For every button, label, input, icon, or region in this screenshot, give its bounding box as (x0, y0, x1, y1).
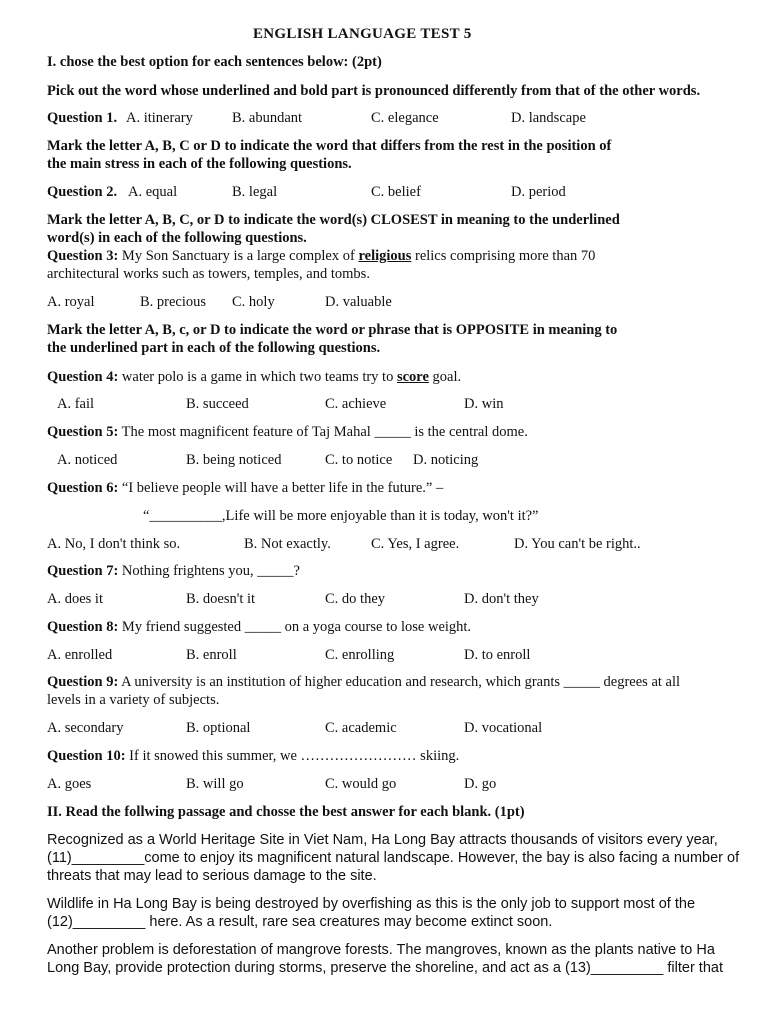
q3-option-c[interactable]: C. holy (232, 294, 275, 310)
question-3-line-2: architectural works such as towers, temples, and tombs. (47, 266, 370, 282)
q8-option-d[interactable]: D. to enroll (464, 647, 531, 663)
question-4 (47, 369, 461, 386)
q1-option-d[interactable]: D. landscape (511, 110, 586, 126)
part1-heading: I. chose the best option for each sentences below: (2pt) (47, 54, 382, 70)
question-5 (47, 424, 528, 441)
q6-option-d[interactable]: D. You can't be right.. (514, 536, 641, 552)
question-1 (47, 110, 117, 127)
question-text: My friend suggested _____ on a yoga course to lose weight. (118, 619, 472, 635)
question-label: Question 6: (47, 480, 119, 496)
underlined-word: score (396, 369, 429, 385)
passage-p3-line-1: Another problem is deforestation of mangrove forests. The mangroves, known as the plants native to Ha (47, 942, 715, 958)
q4-option-a[interactable]: A. fail (57, 396, 95, 412)
passage-p2-line-1: Wildlife in Ha Long Bay is being destroyed by overfishing as this is the only job to support most of the (47, 896, 696, 912)
q7-option-a[interactable]: A. does it (47, 591, 103, 607)
opposite-instruction-line-2: the underlined part in each of the following questions. (47, 340, 381, 356)
question-9 (47, 674, 680, 691)
q9-option-c[interactable]: C. academic (325, 720, 397, 736)
question-6-line-2: “__________,Life will be more enjoyable than it is today, won't it?” (143, 508, 539, 524)
q2-option-a[interactable]: A. equal (128, 184, 178, 200)
q7-option-d[interactable]: D. don't they (464, 591, 539, 607)
q6-option-b[interactable]: B. Not exactly. (244, 536, 331, 552)
q1-option-c[interactable]: C. elegance (371, 110, 439, 126)
question-9-line-2: levels in a variety of subjects. (47, 692, 220, 708)
question-text: The most magnificent feature of Taj Mahal _____ is the central dome. (118, 424, 528, 440)
q7-option-c[interactable]: C. do they (325, 591, 386, 607)
question-text-cont: relics comprising more than 70 (411, 248, 596, 264)
q3-option-d[interactable]: D. valuable (325, 294, 392, 310)
question-text: My Son Sanctuary is a large complex of (118, 248, 359, 264)
q2-option-c[interactable]: C. belief (371, 184, 421, 200)
question-text: water polo is a game in which two teams try to (118, 369, 397, 385)
q9-option-d[interactable]: D. vocational (464, 720, 543, 736)
question-label: Question 3: (47, 248, 119, 264)
q3-option-a[interactable]: A. royal (47, 294, 95, 310)
question-label: Question 4: (47, 369, 119, 385)
q5-option-d[interactable]: D. noticing (413, 452, 479, 468)
q9-option-b[interactable]: B. optional (186, 720, 251, 736)
q8-option-c[interactable]: C. enrolling (325, 647, 395, 663)
part2-heading: II. Read the follwing passage and chosse the best answer for each blank. (1pt) (47, 804, 525, 820)
q5-option-c[interactable]: C. to notice (325, 452, 393, 468)
question-3 (47, 248, 595, 265)
question-label: Question 10: (47, 748, 126, 764)
q8-option-a[interactable]: A. enrolled (47, 647, 113, 663)
q6-option-c[interactable]: C. Yes, I agree. (371, 536, 460, 552)
question-text: If it snowed this summer, we …………………… skiing. (125, 748, 460, 764)
opposite-instruction-line-1: Mark the letter A, B, c, or D to indicate the word or phrase that is OPPOSITE in meaning to (47, 322, 618, 338)
underlined-word: religious (358, 248, 412, 264)
question-text: A university is an institution of higher education and research, which grants _____ degrees at all (118, 674, 681, 690)
q10-option-d[interactable]: D. go (464, 776, 497, 792)
closest-instruction-line-1: Mark the letter A, B, C, or D to indicate the word(s) CLOSEST in meaning to the underlined (47, 212, 620, 228)
question-text-cont: goal. (428, 369, 462, 385)
closest-instruction-line-2: word(s) in each of the following questions. (47, 230, 307, 246)
q1-option-b[interactable]: B. abundant (232, 110, 303, 126)
stress-instruction-line-2: the main stress in each of the following questions. (47, 156, 352, 172)
question-text: “I believe people will have a better life in the future.” – (118, 480, 444, 496)
question-6 (47, 480, 443, 497)
q1-option-a[interactable]: A. itinerary (126, 110, 193, 126)
q9-option-a[interactable]: A. secondary (47, 720, 124, 736)
q8-option-b[interactable]: B. enroll (186, 647, 237, 663)
passage-p2-line-2: (12)_________ here. As a result, rare sea creatures may become extinct soon. (47, 914, 553, 930)
question-10 (47, 748, 459, 765)
q2-option-b[interactable]: B. legal (232, 184, 278, 200)
q4-option-b[interactable]: B. succeed (186, 396, 249, 412)
question-2 (47, 184, 117, 201)
q4-option-c[interactable]: C. achieve (325, 396, 387, 412)
q7-option-b[interactable]: B. doesn't it (186, 591, 256, 607)
q10-option-c[interactable]: C. would go (325, 776, 397, 792)
q4-option-d[interactable]: D. win (464, 396, 504, 412)
question-7 (47, 563, 300, 580)
question-label: Question 7: (47, 563, 119, 579)
q5-option-b[interactable]: B. being noticed (186, 452, 282, 468)
passage-p3-line-2: Long Bay, provide protection during storms, preserve the shoreline, and act as a (13)_________ filter that (47, 960, 723, 976)
passage-p1-line-1: Recognized as a World Heritage Site in Viet Nam, Ha Long Bay attracts thousands of visitors every year, (47, 832, 718, 848)
stress-instruction-line-1: Mark the letter A, B, C or D to indicate the word that differs from the rest in the position of (47, 138, 612, 154)
passage-p1-line-3: threats that may lead to serious damage to the site. (47, 868, 377, 884)
q10-option-a[interactable]: A. goes (47, 776, 92, 792)
question-label: Question 8: (47, 619, 119, 635)
question-label: Question 2. (47, 184, 118, 200)
q6-option-a[interactable]: A. No, I don't think so. (47, 536, 181, 552)
q10-option-b[interactable]: B. will go (186, 776, 244, 792)
passage-p1-line-2: (11)_________come to enjoy its magnificent natural landscape. However, the bay is also facing a number of (47, 850, 740, 866)
pronunciation-instruction: Pick out the word whose underlined and bold part is pronounced differently from that of the other words. (47, 83, 701, 99)
question-label: Question 9: (47, 674, 119, 690)
question-label: Question 1. (47, 110, 118, 126)
question-text: Nothing frightens you, _____? (118, 563, 300, 579)
question-8 (47, 619, 471, 636)
test-title: ENGLISH LANGUAGE TEST 5 (253, 26, 472, 42)
q3-option-b[interactable]: B. precious (140, 294, 207, 310)
q5-option-a[interactable]: A. noticed (57, 452, 118, 468)
q2-option-d[interactable]: D. period (511, 184, 566, 200)
question-label: Question 5: (47, 424, 119, 440)
